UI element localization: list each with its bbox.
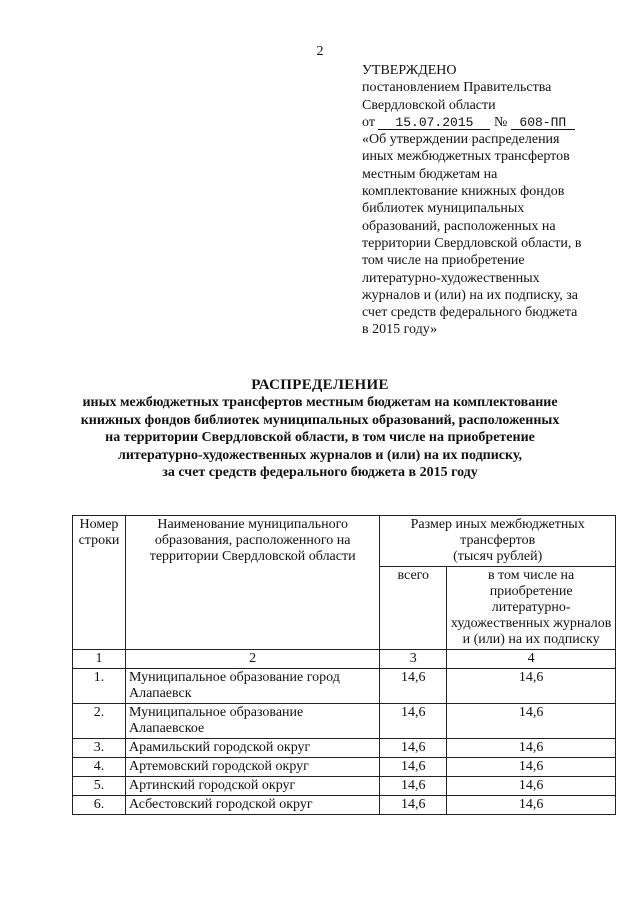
- title-line: на территории Свердловской области, в том числе на приобретение: [105, 430, 535, 446]
- title-line: литературно-художественных журналов и (или) на их подписку,: [117, 447, 522, 463]
- row-including: 14,6: [447, 777, 616, 796]
- approval-quote: [362, 131, 612, 339]
- column-number: 3: [380, 650, 447, 669]
- table-row: [73, 796, 616, 815]
- row-municipality: Артемовский городской округ: [125, 758, 379, 777]
- header-total: всего: [380, 567, 447, 650]
- date-prefix: от: [362, 114, 375, 130]
- title-line: книжных фондов библиотек муниципальных образований, расположенных: [80, 412, 560, 428]
- row-number: 4.: [73, 758, 126, 777]
- quote-line: «Об утверждении распределения: [362, 132, 560, 148]
- row-municipality: Арамильский городской округ: [125, 739, 379, 758]
- header-municipality: Наименование муниципального образования, расположенного на территории Свердловской области: [125, 516, 379, 650]
- row-including: 14,6: [447, 704, 616, 739]
- row-total: 14,6: [380, 704, 447, 739]
- quote-line: библиотек муниципальных: [362, 201, 525, 217]
- title-heading: РАСПРЕДЕЛЕНИЕ: [251, 377, 389, 393]
- approval-line-1: постановлением Правительства: [362, 80, 552, 96]
- row-number: 3.: [73, 739, 126, 758]
- row-number: 1.: [73, 669, 126, 704]
- row-municipality: Муниципальное образование город Алапаевск: [125, 669, 379, 704]
- column-number: 1: [73, 650, 126, 669]
- row-including: 14,6: [447, 796, 616, 815]
- row-municipality: Артинский городской округ: [125, 777, 379, 796]
- row-municipality: Асбестовский городской округ: [125, 796, 379, 815]
- row-municipality: Муниципальное образование Алапаевское: [125, 704, 379, 739]
- row-including: 14,6: [447, 758, 616, 777]
- quote-line: территории Свердловской области, в: [362, 235, 582, 251]
- quote-line: комплектование книжных фондов: [362, 184, 565, 200]
- column-number: 2: [125, 650, 379, 669]
- row-number: 5.: [73, 777, 126, 796]
- table-row: [73, 758, 616, 777]
- quote-line: том числе на приобретение: [362, 253, 525, 269]
- page-number: 2: [316, 44, 324, 59]
- row-including: 14,6: [447, 669, 616, 704]
- approval-stamp: [362, 62, 612, 339]
- number-prefix: №: [493, 114, 508, 130]
- quote-line: иных межбюджетных трансфертов: [362, 149, 570, 165]
- table-header-row: [73, 516, 616, 567]
- column-numbers-row: [73, 650, 616, 669]
- title-line: за счет средств федерального бюджета в 2015 году: [162, 465, 478, 481]
- approval-date: 15.07.2015: [378, 116, 490, 130]
- quote-line: счет средств федерального бюджета: [362, 305, 578, 321]
- row-total: 14,6: [380, 796, 447, 815]
- approval-date-line: [362, 114, 612, 131]
- table-row: [73, 704, 616, 739]
- row-number: 2.: [73, 704, 126, 739]
- table-row: [73, 777, 616, 796]
- approval-number: 608-ПП: [511, 116, 575, 130]
- header-unit: (тысяч рублей): [453, 549, 543, 564]
- row-including: 14,6: [447, 739, 616, 758]
- column-number: 4: [447, 650, 616, 669]
- header-transfer-size-label: Размер иных межбюджетных трансфертов: [410, 517, 585, 548]
- header-row-number: Номер строки: [73, 516, 126, 650]
- quote-line: в 2015 году»: [362, 322, 438, 338]
- title-line: иных межбюджетных трансфертов местным бюджетам на комплектование: [82, 395, 558, 411]
- row-total: 14,6: [380, 739, 447, 758]
- table-row: [73, 739, 616, 758]
- row-number: 6.: [73, 796, 126, 815]
- row-total: 14,6: [380, 758, 447, 777]
- quote-line: литературно-художественных: [362, 270, 540, 286]
- quote-line: образований, расположенных на: [362, 218, 556, 234]
- document-title: [0, 377, 640, 481]
- row-total: 14,6: [380, 777, 447, 796]
- quote-line: местным бюджетам на: [362, 166, 498, 182]
- approval-title: УТВЕРЖДЕНО: [362, 63, 457, 78]
- quote-line: журналов и (или) на их подписку, за: [362, 287, 578, 303]
- approval-line-2: Свердловской области: [362, 97, 496, 113]
- header-transfer-size: [380, 516, 616, 567]
- header-including: в том числе на приобретение литературно-художественных журналов и (или) на их подписку: [447, 567, 616, 650]
- row-total: 14,6: [380, 669, 447, 704]
- distribution-table: [72, 515, 616, 815]
- table-row: [73, 669, 616, 704]
